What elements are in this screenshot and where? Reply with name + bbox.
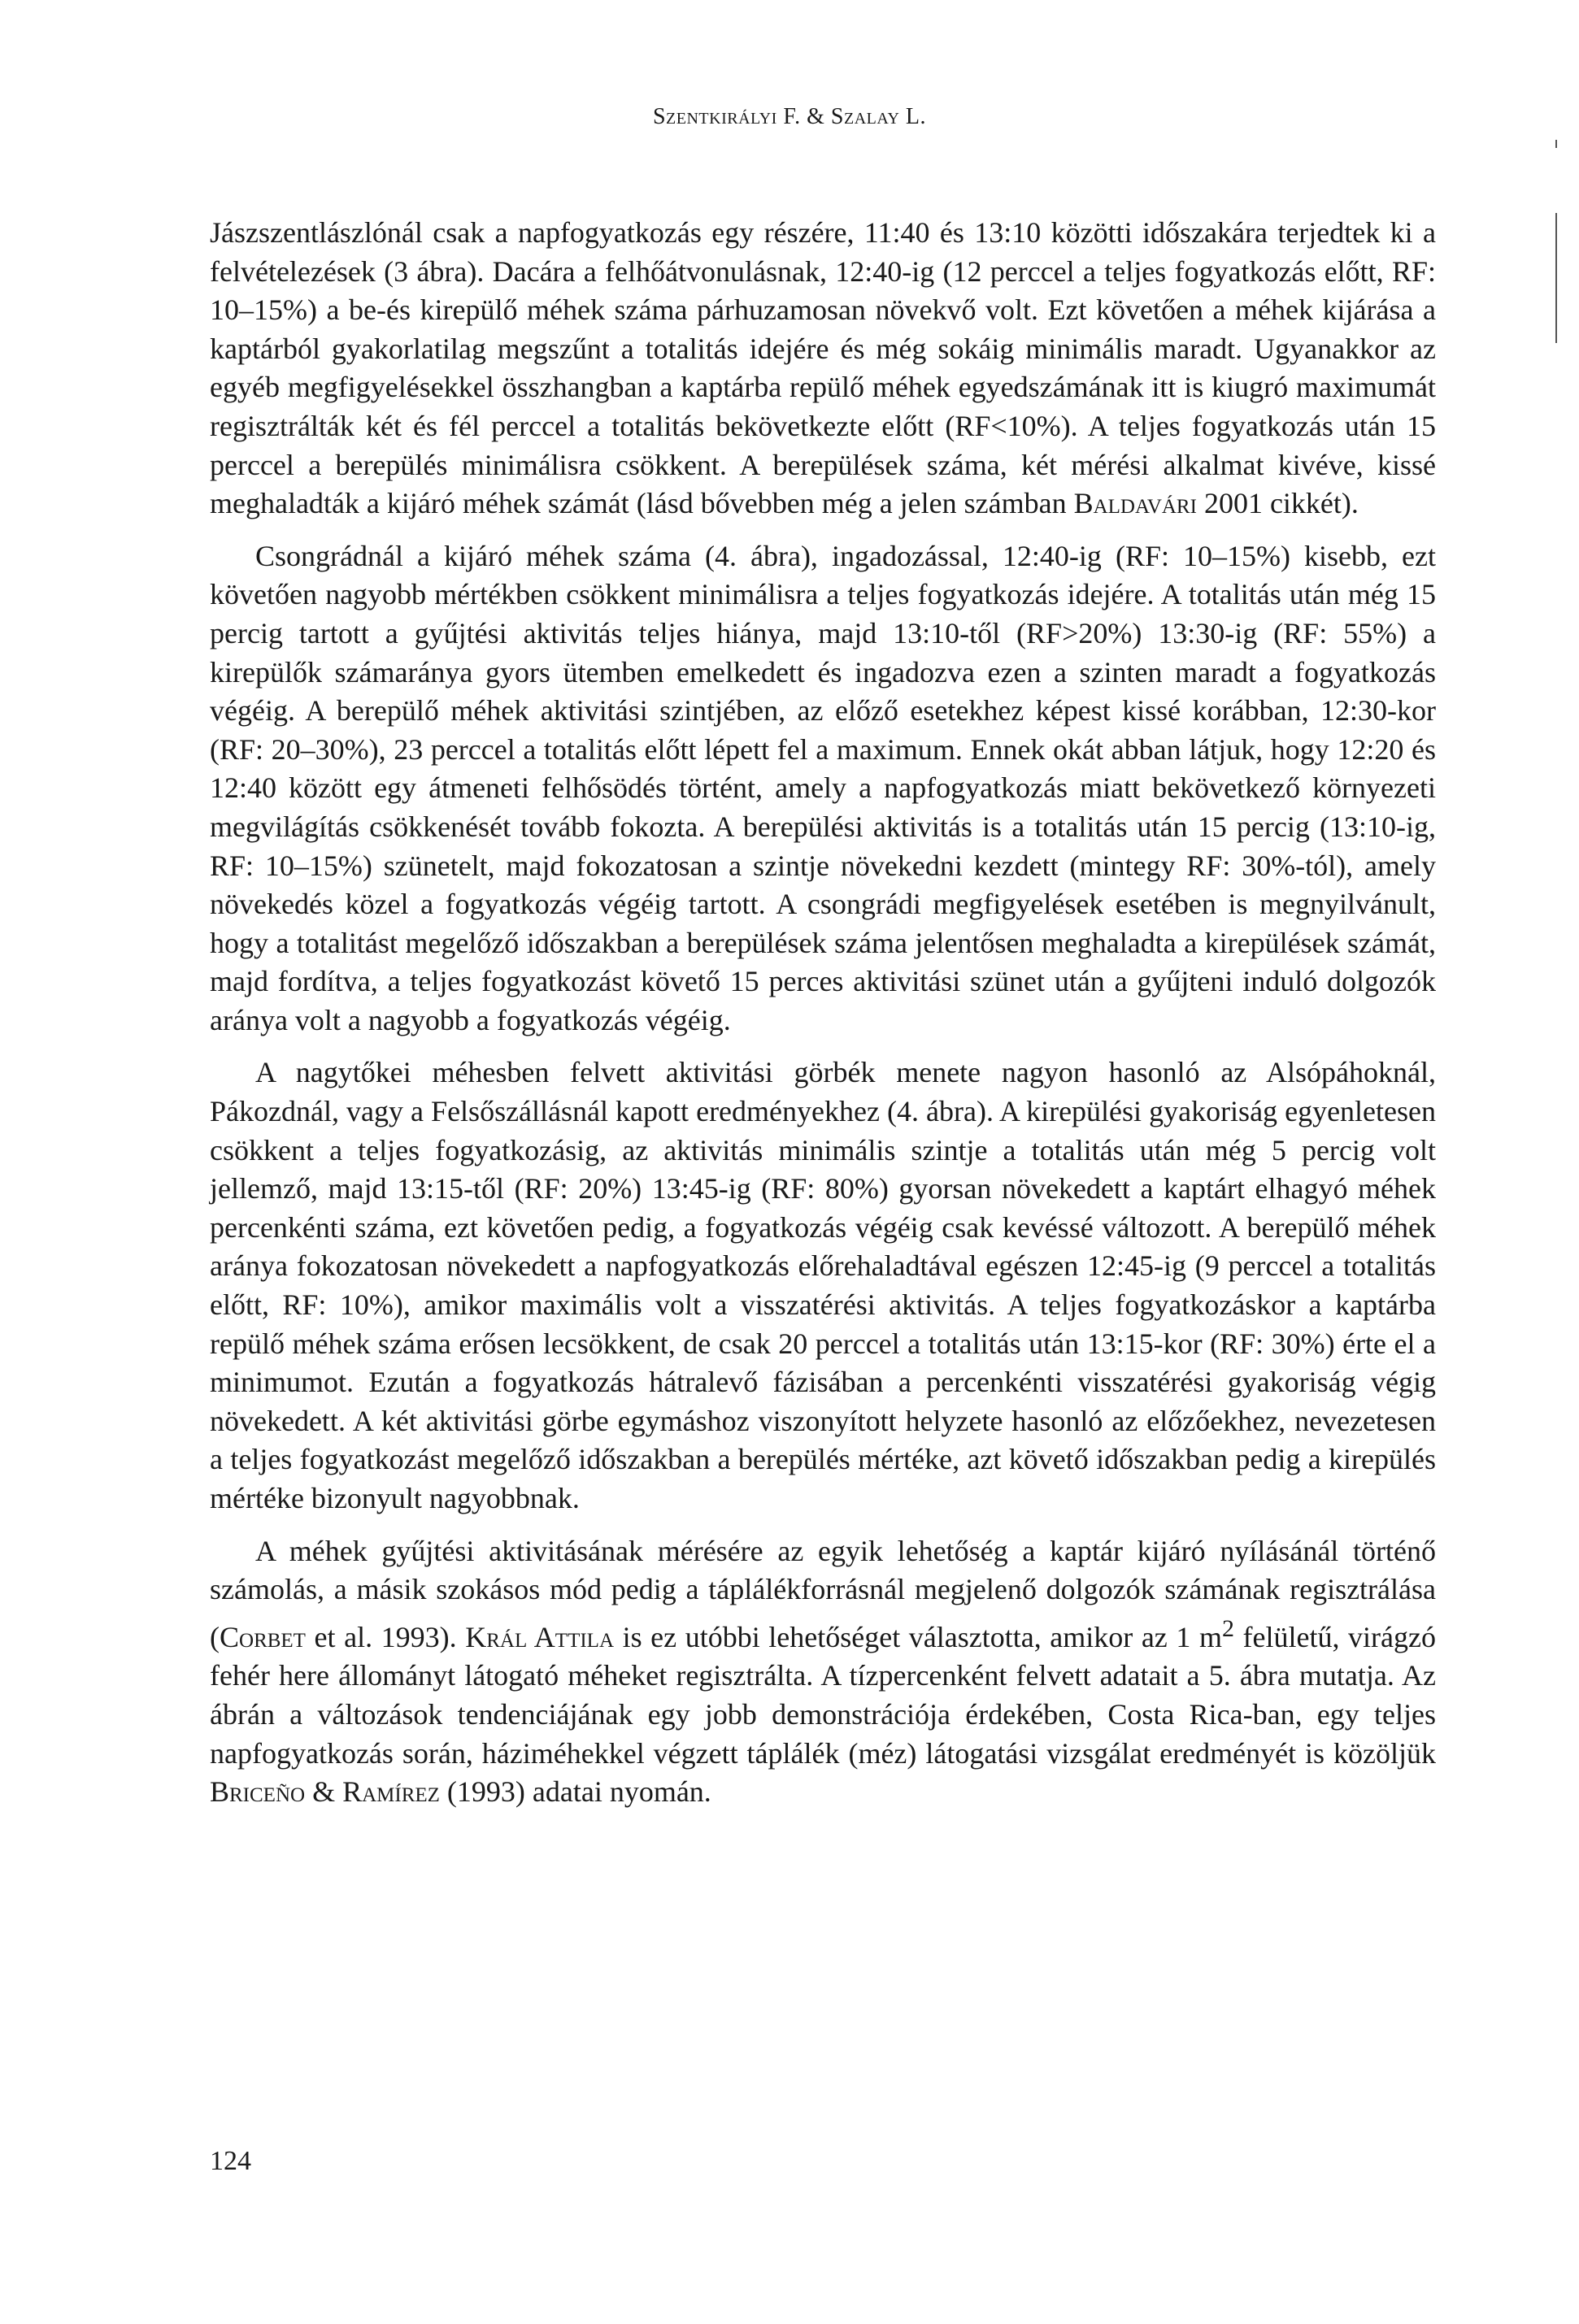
paragraph-4-text: et al. 1993). [305, 1620, 466, 1653]
author-citation: Král Attila [465, 1620, 614, 1653]
author-citation: Baldavári [1073, 487, 1197, 520]
running-head-authors: Szentkirályi F. & Szalay L. [652, 104, 927, 129]
body-text [210, 214, 1436, 1826]
page-number: 124 [210, 2146, 251, 2176]
margin-mark [1555, 140, 1557, 148]
paragraph-1-text: Jászszentlászlónál csak a napfogyatkozás egy részére, 11:40 és 13:10 közötti időszakára terjedtek ki a felvételezések (3 ábra). Dacára a felhőátvonulásnak, 12:40-ig (12 perccel a teljes fogyatkozás előtt, RF: 10–15%) a be-és kirepülő méhek száma párhuzamosan növekvő volt. Ezt követően a méhek kijárása a kaptárból gyakorlatilag megszűnt a totalitás idejére és még sokáig minimális maradt. Ugyanakkor az egyéb megfigyelésekkel összhangban a kaptárba repülő méhek egyedszámának itt is kiugró maximumát regisztrálták két és fél perccel a totalitás bekövetkezte előtt (RF<10%). A teljes fogyatkozás után 15 perccel a berepülés minimálisra csökkent. A berepülések száma, két mérési alkalmat kivéve, kissé meghaladták a kijáró méhek számát (lásd bővebben még a jelen számban [210, 216, 1436, 520]
paragraph-1-text-end: 2001 cikkét). [1196, 487, 1359, 520]
paragraph-2: Csongrádnál a kijáró méhek száma (4. ábra), ingadozással, 12:40-ig (RF: 10–15%) kisebb, ezt követően nagyobb mértékben csökkent minimálisra a teljes fogyatkozás idejére. A totalitás után még 15 percig tartott a gyűjtési aktivitás teljes hiánya, majd 13:10-től (RF>20%) 13:30-ig (RF: 55%) a kirepülők számaránya gyors ütemben emelkedett és ingadozva ezen a szinten maradt a fogyatkozás végéig. A berepülő méhek aktivitási szintjében, az előző esetekhez képest kissé korábban, 12:30-kor (RF: 20–30%), 23 perccel a totalitás előtt lépett fel a maximum. Ennek okát abban látjuk, hogy 12:20 és 12:40 között egy átmeneti felhősödés történt, amely a napfogyatkozás miatt bekövetkező környezeti megvilágítás csökkenését tovább fokozta. A berepülési aktivitás is a totalitás után 15 percig (13:10-ig, RF: 10–15%) szünetelt, majd fokozatosan a szintje növekedni kezdett (mintegy RF: 30%-tól), amely növekedés közel a fogyatkozás végéig tartott. A csongrádi megfigyelések esetében is megnyilvánult, hogy a totalitást megelőző időszakban a berepülések száma jelentősen meghaladta a kirepülések számát, majd fordítva, a teljes fogyatkozást követő 15 perces aktivitási szünet után a gyűjteni induló dolgozók aránya volt a nagyobb a fogyatkozás végéig. [210, 539, 1436, 1036]
paragraph-4-text: A méhek gyűjtési aktivitásának mérésére az egyik lehetőség a kaptár kijáró nyílásánál történő számolás, a másik szokásos mód pedig a táplálékforrásnál megjelenő dolgozók számának regisztrálása ( [210, 1534, 1436, 1653]
paragraph-3: A nagytőkei méhesben felvett aktivitási görbék menete nagyon hasonló az Alsópáhoknál, Pákozdnál, vagy a Felsőszállásnál kapott eredményekhez (4. ábra). A kirepülési gyakoriság egyenletesen csökkent a teljes fogyatkozásig, az aktivitás minimális szintje a totalitás után még 5 percig volt jellemző, majd 13:15-től (RF: 20%) 13:45-ig (RF: 80%) gyorsan növekedett a kaptárt elhagyó méhek percenkénti száma, ezt követően pedig, a fogyatkozás végéig csak kevéssé változott. A berepülő méhek aránya fokozatosan növekedett a napfogyatkozás előrehaladtával egészen 12:45-ig (9 perccel a totalitás előtt, RF: 10%), amikor maximális volt a visszatérési aktivitás. A teljes fogyatkozáskor a kaptárba repülő méhek száma erősen lecsökkent, de csak 20 perccel a totalitás után 13:15-kor (RF: 30%) érte el a minimumot. Ezután a fogyatkozás hátralevő fázisában a percenkénti visszatérési gyakoriság végig növekedett. A két aktivitási görbe egymáshoz viszonyított helyzete hasonló az előzőekhez, nevezetesen a teljes fogyatkozást megelőző időszakban a berepülés mértéke, azt követő időszakban pedig a kirepülés mértéke bizonyult nagyobbnak. [210, 1056, 1436, 1514]
paragraph-4-text-end: (1993) adatai nyomán. [439, 1775, 711, 1809]
margin-mark [1555, 213, 1557, 343]
author-citation: Corbet [220, 1620, 306, 1653]
paragraph-4-text: is ez utóbbi lehetőséget választotta, amikor az 1 m [614, 1620, 1222, 1653]
paragraph-4-text: felületű, virágzó fehér here állományt látogató méheket regisztrálta. A tízpercenként felvett adatait a 5. ábra mutatja. Az ábrán a változások tendenciájának egy jobb demonstrációja érdekében, Costa Rica-ban, egy teljes napfogyatkozás során, háziméhekkel végzett táplálék (méz) látogatási vizsgálat eredményét is közöljük [210, 1620, 1437, 1770]
author-citation: Briceño & Ramírez [210, 1775, 440, 1809]
paragraph-4 [210, 1532, 1436, 1812]
running-head [0, 104, 1579, 130]
superscript-2: 2 [1221, 1614, 1234, 1642]
paragraph-1 [210, 214, 1436, 523]
